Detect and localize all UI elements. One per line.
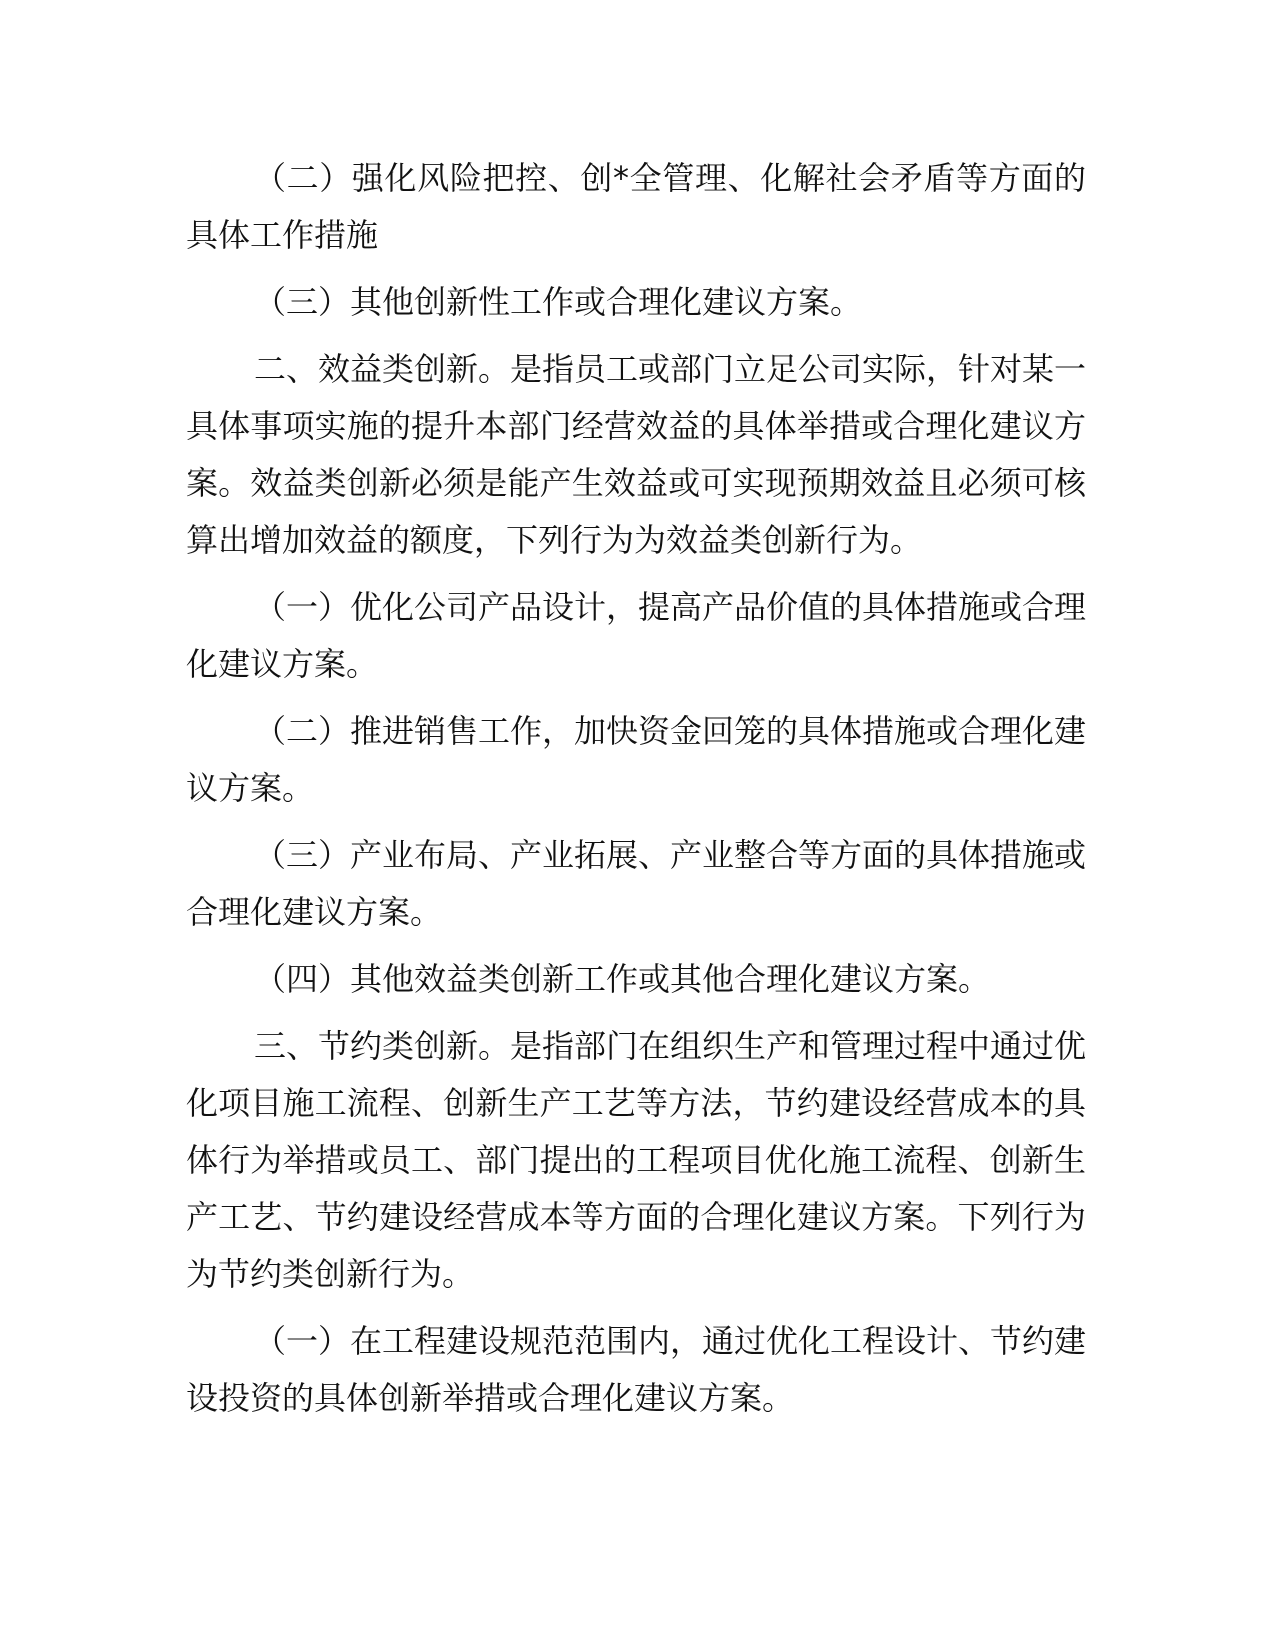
paragraph-product-design: （一）优化公司产品设计，提高产品价值的具体措施或合理化建议方案。 [186, 588, 1087, 683]
paragraph-other-benefit: （四）其他效益类创新工作或其他合理化建议方案。 [254, 960, 991, 998]
paragraph-industry-layout: （三）产业布局、产业拓展、产业整合等方面的具体措施或合理化建议方案。 [186, 836, 1087, 931]
paragraph-saving-innovation: 三、节约类创新。是指部门在组织生产和管理过程中通过优化项目施工流程、创新生产工艺等方法，节约建设经营成本的具体行为举措或员工、部门提出的工程项目优化施工流程、创新生产工艺、节约建设经营成本等方面的合理化建议方案。下列行为为节约类创新行为。 [186, 1027, 1087, 1293]
paragraph-benefit-innovation: 二、效益类创新。是指员工或部门立足公司实际，针对某一具体事项实施的提升本部门经营效益的具体举措或合理化建议方案。效益类创新必须是能产生效益或可实现预期效益且必须可核算出增加效益的额度，下列行为为效益类创新行为。 [186, 350, 1087, 559]
paragraph-engineering-design: （一）在工程建设规范范围内，通过优化工程设计、节约建设投资的具体创新举措或合理化建议方案。 [186, 1322, 1087, 1417]
document-body [186, 150, 1086, 1427]
paragraph-other-innovation: （三）其他创新性工作或合理化建议方案。 [254, 283, 863, 321]
paragraph-risk-control: （二）强化风险把控、创*全管理、化解社会矛盾等方面的具体工作措施 [186, 159, 1086, 254]
paragraph-sales: （二）推进销售工作，加快资金回笼的具体措施或合理化建议方案。 [186, 712, 1087, 807]
